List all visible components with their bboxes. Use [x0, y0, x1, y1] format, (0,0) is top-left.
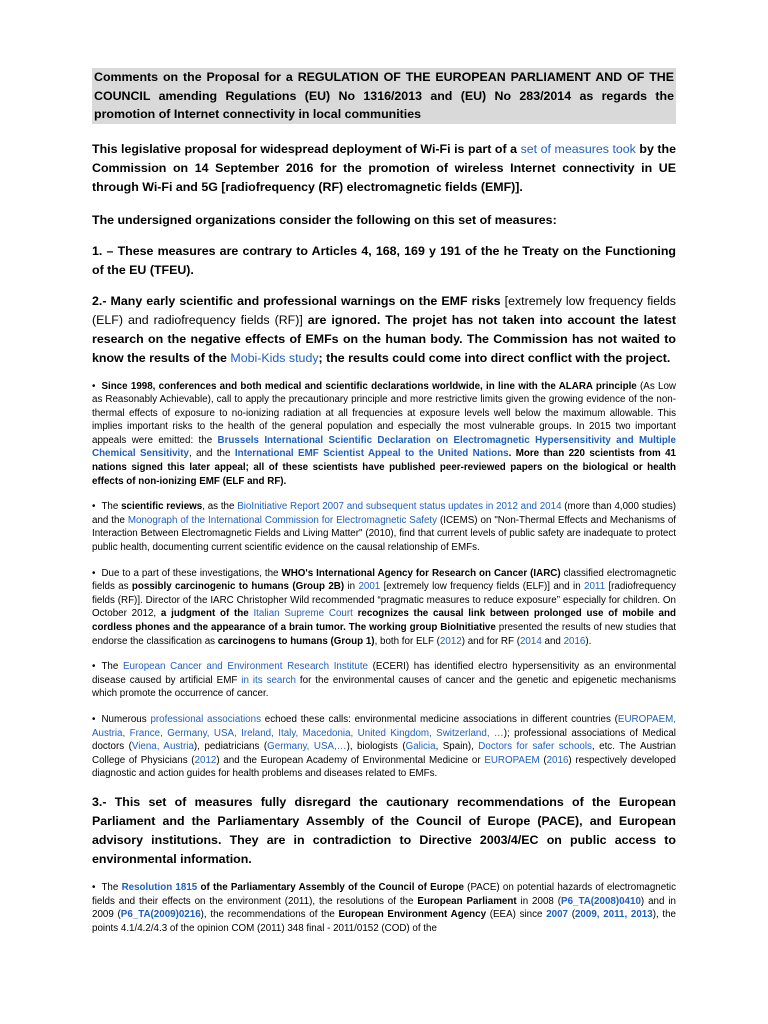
link-2016[interactable]: 2016 — [563, 635, 586, 647]
mobi-kids-link[interactable]: Mobi-Kids study — [230, 350, 319, 365]
point-1: 1. – These measures are contrary to Articles 4, 168, 169 y 191 of the he Treaty on the Functioning of the EU (TFEU). — [92, 243, 676, 277]
link-europaem-2016[interactable]: 2016 — [546, 754, 569, 766]
pediatricians-links[interactable]: Germany, USA,… — [267, 741, 347, 753]
countries-links[interactable]: EUROPAEM, Austria, France, Germany, USA, Ireland, Italy, Macedonia, United Kingdom, Switzerland, … — [92, 713, 676, 739]
bullet-resolution: • The Resolution 1815 of the Parliamentary Assembly of the Council of Europe (PACE) on potential hazards of electromagnetic fields and their effects on the environment (2011), the resolutions of the European Parliament in 2008 (P6_TA(2008)0410) and in 2009 (P6_TA(2009)0216), the recommendations of the European Environment Agency (EEA) since 2007 (2009, 2011, 2013), the points 4.1/4.2/4.3 of the opinion COM (2011) 348 final - 2011/0152 (COD) of the — [92, 881, 677, 934]
viena-link[interactable]: Viena, Austria — [131, 741, 194, 753]
icems-monograph-link[interactable]: Monograph of the International Commission for Electromagnetic Safety — [127, 514, 438, 526]
link-2011[interactable]: 2011 — [584, 581, 606, 593]
intro-paragraph: This legislative proposal for widespread deployment of Wi-Fi is part of a set of measures took by the Commission on 14 September 2016 for the promotion of wireless Internet connectivity in UE through Wi-Fi and 5G [radiofrequency (RF) electromagnetic fields (EMF)]. — [92, 141, 676, 194]
link-2001[interactable]: 2001 — [358, 581, 381, 593]
link-2012[interactable]: 2012 — [439, 635, 462, 647]
bullet-scientific-reviews: • The scientific reviews, as the BioInitiative Report 2007 and subsequent status updates in 2012 and 2014 (more than 4,000 studies) and the Monograph of the International Commission for Electromagnetic Safety (ICEMS) on "Non-Thermal Effects and Mechanisms of Interaction Between Electromagnetic Fields and Living Matter" (2010), find that current levels of public safety are inadequate to protect public health, documenting current scientific evidence on the causal relationship of EMFs. — [92, 501, 677, 554]
p6-2009-link[interactable]: P6_TA(2009)0216 — [120, 909, 201, 921]
galicia-link[interactable]: Galicia — [405, 741, 436, 753]
bullet-iarc: • Due to a part of these investigations, the WHO's International Agency for Research on Cancer (IARC) classified electromagnetic fields as possibly carcinogenic to humans (Group 2B) in 2001 [extremely low frequency fields (ELF)] and in 2011 [radiofrequency fields (RF)]. Director of the IARC Christopher Wild recommended “pragmatic measures to reduce exposure” especially for children. On October 2012, a judgment of the Italian Supreme Court recognizes the causal link between prolonged use of mobile and cordless phones and the appearance of a brain tumor. The working group BioInitiative presented the results of new studies that endorse the classification as carcinogens to humans (Group 1), both for ELF (2012) and for RF (2014 and 2016). — [92, 567, 676, 647]
p6-2008-link[interactable]: P6_TA(2008)0410 — [561, 895, 641, 907]
eea-2007-link[interactable]: 2007 — [546, 909, 568, 921]
set-of-measures-link[interactable]: set of measures took — [520, 141, 636, 156]
bioinitiative-link[interactable]: BioInitiative Report 2007 and subsequent status updates in 2012 and 2014 — [237, 501, 562, 513]
link-2014[interactable]: 2014 — [519, 635, 542, 647]
point-2: 2.- Many early scientific and professional warnings on the EMF risks [extremely low frequency fields (ELF) and radiofrequency fields (RF)] are ignored. The projet has not taken into account the latest research on the negative effects of EMFs on the human body. The Commission has not waited to know the results of the Mobi-Kids study; the results could come into direct conflict with the project. — [92, 293, 676, 365]
point-3: 3.- This set of measures fully disregard the cautionary recommendations of the European Parliament and the Parliamentary Assembly of the Council of Europe (PACE), and European advisory institutions. They are in contradiction to Directive 2003/4/EC on public access to environmental information. — [92, 794, 676, 866]
doctors-safer-schools-link[interactable]: Doctors for safer schools — [478, 741, 592, 753]
emf-appeal-link[interactable]: International EMF Scientist Appeal to the United Nations — [234, 448, 509, 460]
italian-court-link[interactable]: Italian Supreme Court — [253, 608, 353, 620]
europaem-link[interactable]: EUROPAEM — [484, 754, 540, 766]
eceri-link[interactable]: European Cancer and Environment Research Institute — [123, 661, 368, 673]
bullet-eceri: • The European Cancer and Environment Research Institute (ECERI) has identified electro hypersensitivity as an environmental disease caused by artificial EMF in its search for the environmental causes of cancer and the genetic and epigenetic mechanisms which promote the occurrence of cancer. — [92, 661, 676, 700]
eea-years-links[interactable]: 2009, 2011, 2013 — [574, 909, 653, 921]
resolution-1815-link[interactable]: Resolution 1815 — [121, 881, 198, 893]
brussels-declaration-link[interactable]: Brussels International Scientific Declaration on Electromagnetic Hypersensitivity and Multiple Chemical Sensitivity — [92, 434, 676, 460]
bullet-associations: • Numerous professional associations echoed these calls: environmental medicine associations in different countries (EUROPAEM, Austria, France, Germany, USA, Ireland, Italy, Macedonia, United Kingdom, Switzerland, …); professional associations of Medical doctors (Viena, Austria), pediatricians (Germany, USA,…), biologists (Galicia, Spain), Doctors for safer schools, etc. The Austrian College of Physicians (2012) and the European Academy of Environmental Medicine or EUROPAEM (2016) respectively developed diagnostic and action guides for health problems and diseases related to EMFs. — [92, 713, 676, 780]
link-austria-2012[interactable]: 2012 — [194, 754, 217, 766]
document-title: Comments on the Proposal for a REGULATION OF THE EUROPEAN PARLIAMENT AND OF THE COUNCIL amending Regulations (EU) No 1316/2013 and (EU) No 283/2014 as regards the promotion of Internet connectivity in local communities — [92, 68, 676, 124]
undersigned-paragraph: The undersigned organizations consider the following on this set of measures: — [92, 212, 557, 227]
bullet-alara: • Since 1998, conferences and both medical and scientific declarations worldwide, in line with the ALARA principle (As Low as Reasonably Achievable), call to apply the precautionary principle and more restrictive limits given the growing evidence of the non-thermal effects of exposure to no-ionizing radiation at all frequencies at exposure levels well below the maximum allowable. This implies important risks to the health of the general population and especially the most vulnerable groups. In 2015 two important appeals were emitted: the Brussels International Scientific Declaration on Electromagnetic Hypersensitivity and Multiple Chemical Sensitivity, and the International EMF Scientist Appeal to the United Nations. More than 220 scientists from 41 nations signed this later appeal; all of these scientists have published peer-reviewed papers on the biological or health effects of non-ionizing EMF (ELF and RF). — [92, 380, 676, 487]
eceri-search-link[interactable]: in its search — [241, 674, 296, 686]
professional-associations-link[interactable]: professional associations — [150, 713, 261, 725]
